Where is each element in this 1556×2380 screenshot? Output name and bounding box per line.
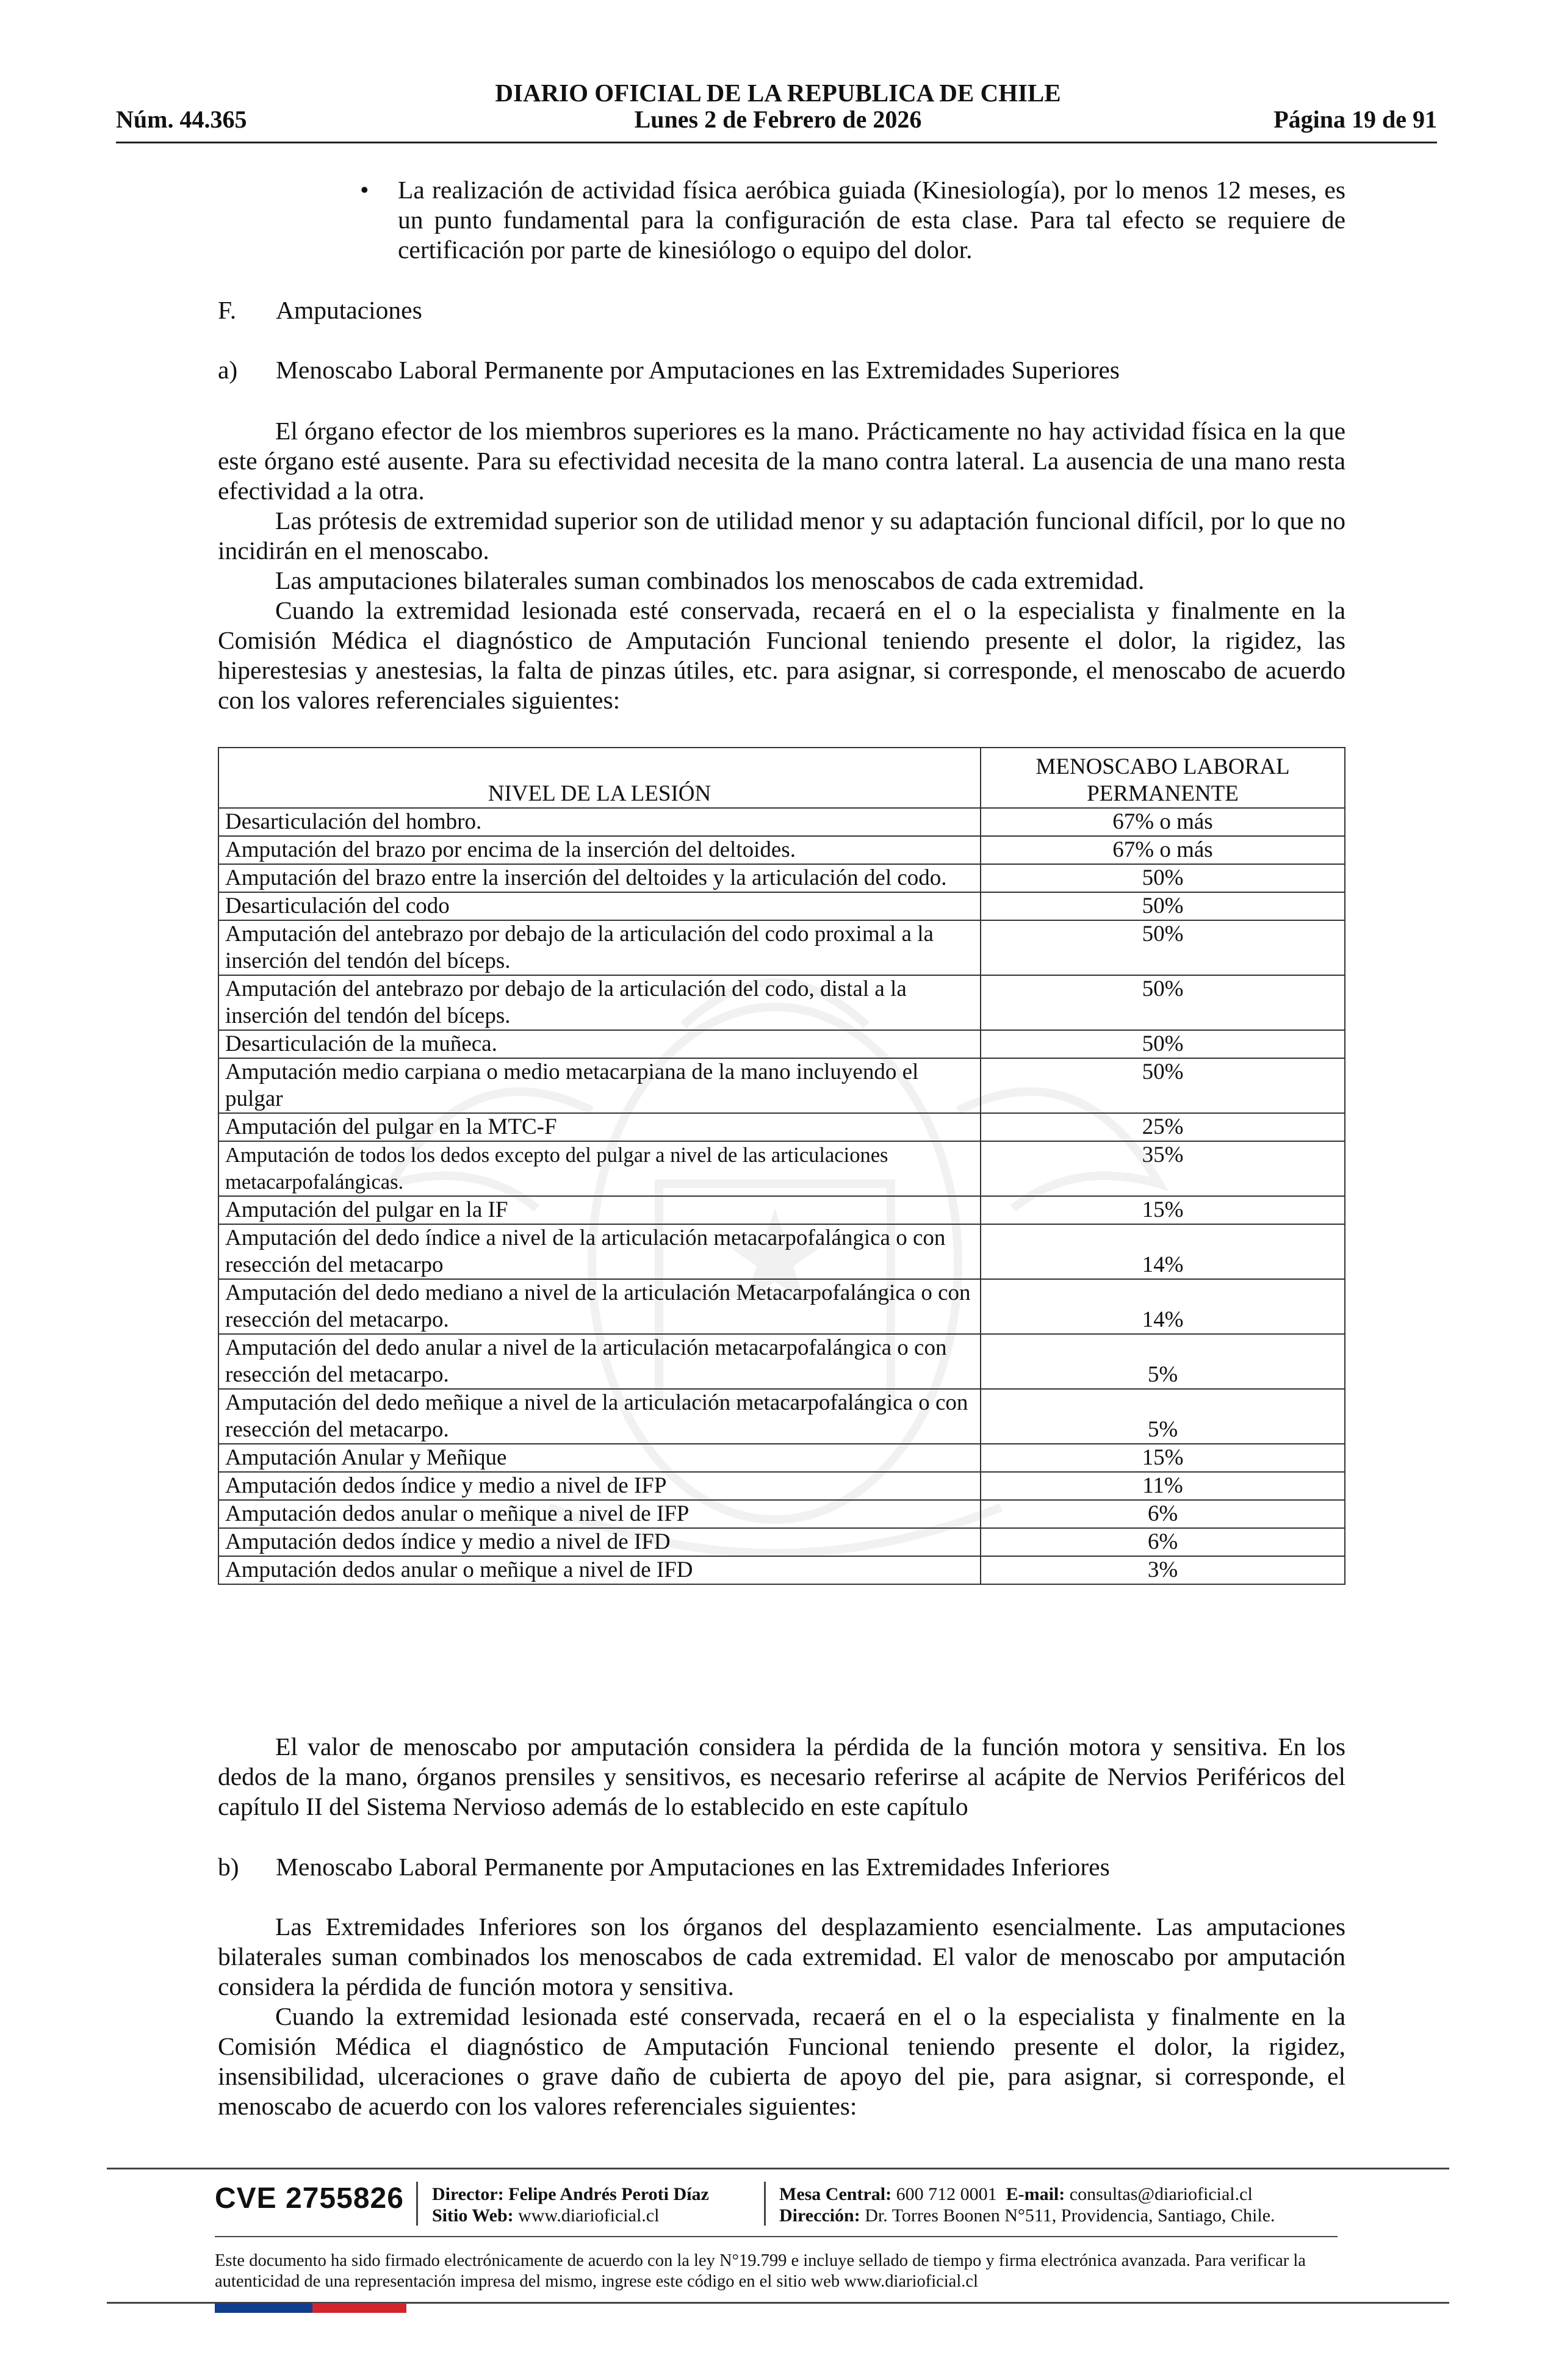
paragraph-after-table-block bbox=[218, 1732, 1345, 1822]
impairment-value-cell: 5% bbox=[981, 1334, 1345, 1389]
table-row bbox=[218, 864, 1345, 892]
column-header-impairment: MENOSCABO LABORAL PERMANENTE bbox=[981, 748, 1345, 808]
table-row bbox=[218, 920, 1345, 975]
amputation-table bbox=[218, 747, 1345, 1585]
paragraph: Cuando la extremidad lesionada esté conservada, recaerá en el o la especialista y finalmente en la Comisión Médica el diagnóstico de Amputación Funcional teniendo presente el dolor, la rigidez, las hiperestesias y anestesias, la falta de pinzas útiles, etc. para asignar, si corresponde, el menoscabo de acuerdo con los valores referenciales siguientes: bbox=[218, 596, 1345, 714]
lesion-level-cell: Desarticulación de la muñeca. bbox=[218, 1030, 981, 1058]
subsection-label: a) bbox=[218, 356, 238, 384]
paragraphs-upper-extremities bbox=[218, 416, 1345, 715]
table-row bbox=[218, 1500, 1345, 1528]
bullet-text: La realización de actividad física aeróbica guiada (Kinesiología), por lo menos 12 meses, es un punto fundamental para la configuración de esta clase. Para tal efecto se requiere de certificación por parte de kinesiólogo o equipo del dolor. bbox=[398, 176, 1345, 264]
table-row bbox=[218, 892, 1345, 920]
bullet-item bbox=[360, 175, 1345, 265]
lesion-level-cell: Amputación del dedo anular a nivel de la articulación metacarpofalángica o con resección del metacarpo. bbox=[218, 1334, 981, 1389]
footer-signature-note: Este documento ha sido firmado electrónicamente de acuerdo con la ley N°19.799 e incluye sellado de tiempo y firma electrónica avanzada. Para verificar la autenticidad de una representación impresa del mismo, ingrese este código en el sitio web www.diarioficial.cl bbox=[215, 2251, 1306, 2291]
email-link[interactable]: consultas@diarioficial.cl bbox=[1069, 2184, 1253, 2204]
issue-date: Lunes 2 de Febrero de 2026 bbox=[634, 106, 922, 133]
impairment-value-cell: 14% bbox=[981, 1224, 1345, 1279]
section-label: F. bbox=[218, 296, 237, 324]
footer-divider bbox=[764, 2182, 766, 2226]
footer-top-rule bbox=[107, 2168, 1449, 2169]
footer-contact-block bbox=[779, 2183, 1275, 2226]
mesa-phone: 600 712 0001 bbox=[896, 2184, 997, 2204]
lesion-level-cell: Amputación del brazo entre la inserción del deltoides y la articulación del codo. bbox=[218, 864, 981, 892]
lesion-level-cell: Amputación dedos anular o meñique a nivel de IFD bbox=[218, 1556, 981, 1584]
impairment-value-cell: 67% o más bbox=[981, 836, 1345, 864]
lesion-level-cell: Amputación dedos índice y medio a nivel de IFP bbox=[218, 1472, 981, 1500]
director-label: Director: bbox=[432, 2184, 504, 2204]
table-row bbox=[218, 1556, 1345, 1584]
table-header-row bbox=[218, 748, 1345, 808]
impairment-value-cell: 15% bbox=[981, 1196, 1345, 1224]
paragraph: Cuando la extremidad lesionada esté conservada, recaerá en el o la especialista y finalmente en la Comisión Médica el diagnóstico de Amputación Funcional teniendo presente el dolor, la rigidez, insensibilidad, ulceraciones o grave daño de cubierta de apoyo del pie, para asignar, si corresponde, el menoscabo de acuerdo con los valores referenciales siguientes: bbox=[218, 2002, 1345, 2120]
table-row bbox=[218, 1444, 1345, 1472]
impairment-value-cell: 50% bbox=[981, 920, 1345, 975]
lesion-level-cell: Amputación del pulgar en la IF bbox=[218, 1196, 981, 1224]
web-link[interactable]: www.diarioficial.cl bbox=[518, 2205, 660, 2226]
table-row bbox=[218, 1141, 1345, 1196]
lesion-level-cell: Amputación del dedo meñique a nivel de la articulación metacarpofalángica o con resección del metacarpo. bbox=[218, 1389, 981, 1444]
footer-director-block bbox=[432, 2183, 709, 2226]
paragraph: El valor de menoscabo por amputación considera la pérdida de la función motora y sensitiva. En los dedos de la mano, órganos prensiles y sensitivos, es necesario referirse al acápite de Nervios Periféricos del capítulo II del Sistema Nervioso además de lo establecido en este capítulo bbox=[218, 1733, 1345, 1820]
lesion-level-cell: Amputación dedos índice y medio a nivel de IFD bbox=[218, 1528, 981, 1556]
email-label: E-mail: bbox=[1006, 2184, 1065, 2204]
flag-bar-blue bbox=[215, 2303, 312, 2313]
impairment-value-cell: 50% bbox=[981, 864, 1345, 892]
paragraph: El órgano efector de los miembros superiores es la mano. Prácticamente no hay actividad física en la que este órgano esté ausente. Para su efectividad necesita de la mano contra lateral. La ausencia de una mano resta efectividad a la otra. bbox=[218, 417, 1345, 505]
page-number: Página 19 de 91 bbox=[1273, 106, 1437, 133]
lesion-level-cell: Amputación del dedo mediano a nivel de la articulación Metacarpofalángica o con resección del metacarpo. bbox=[218, 1279, 981, 1334]
table-body bbox=[218, 808, 1345, 1584]
newspaper-title: DIARIO OFICIAL DE LA REPUBLICA DE CHILE bbox=[495, 79, 1061, 107]
address: Dr. Torres Boonen N°511, Providencia, Santiago, Chile. bbox=[865, 2205, 1275, 2226]
issue-number: Núm. 44.365 bbox=[116, 106, 247, 133]
footer-mid-rule bbox=[215, 2236, 1338, 2237]
paragraph: Las Extremidades Inferiores son los órganos del desplazamiento esencialmente. Las amputaciones bilaterales suman combinados los menoscabos de cada extremidad. El valor de menoscabo por amputación considera la pérdida de función motora y sensitiva. bbox=[218, 1913, 1345, 2000]
lesion-level-cell: Desarticulación del codo bbox=[218, 892, 981, 920]
table-row bbox=[218, 1196, 1345, 1224]
impairment-value-cell: 14% bbox=[981, 1279, 1345, 1334]
section-title: Amputaciones bbox=[276, 296, 422, 324]
impairment-value-cell: 6% bbox=[981, 1500, 1345, 1528]
web-label: Sitio Web: bbox=[432, 2205, 514, 2226]
paragraph: Las amputaciones bilaterales suman combinados los menoscabos de cada extremidad. bbox=[275, 566, 1145, 594]
impairment-value-cell: 25% bbox=[981, 1113, 1345, 1141]
impairment-value-cell: 50% bbox=[981, 1030, 1345, 1058]
table-row bbox=[218, 836, 1345, 864]
impairment-value-cell: 35% bbox=[981, 1141, 1345, 1196]
lesion-level-cell: Desarticulación del hombro. bbox=[218, 808, 981, 836]
table-row bbox=[218, 1472, 1345, 1500]
impairment-value-cell: 67% o más bbox=[981, 808, 1345, 836]
director-name: Felipe Andrés Peroti Díaz bbox=[508, 2184, 709, 2204]
table-row bbox=[218, 1224, 1345, 1279]
impairment-value-cell: 5% bbox=[981, 1389, 1345, 1444]
lesion-level-cell: Amputación Anular y Meñique bbox=[218, 1444, 981, 1472]
lesion-level-cell: Amputación del dedo índice a nivel de la articulación metacarpofalángica o con resección del metacarpo bbox=[218, 1224, 981, 1279]
cve-code: CVE 2755826 bbox=[215, 2182, 404, 2215]
table-row bbox=[218, 1528, 1345, 1556]
table-row bbox=[218, 1389, 1345, 1444]
impairment-value-cell: 6% bbox=[981, 1528, 1345, 1556]
table-row bbox=[218, 1279, 1345, 1334]
table-row bbox=[218, 975, 1345, 1030]
impairment-value-cell: 3% bbox=[981, 1556, 1345, 1584]
impairment-value-cell: 11% bbox=[981, 1472, 1345, 1500]
address-label: Dirección: bbox=[779, 2205, 860, 2226]
subsection-title: Menoscabo Laboral Permanente por Amputaciones en las Extremidades Superiores bbox=[276, 356, 1120, 384]
bullet-icon: • bbox=[360, 176, 369, 204]
lesion-level-cell: Amputación dedos anular o meñique a nivel de IFP bbox=[218, 1500, 981, 1528]
lesion-level-cell: Amputación del antebrazo por debajo de la articulación del codo, distal a la inserción del tendón del bíceps. bbox=[218, 975, 981, 1030]
column-header-level: NIVEL DE LA LESIÓN bbox=[218, 748, 981, 808]
flag-bar-red bbox=[312, 2303, 406, 2313]
lesion-level-cell: Amputación del pulgar en la MTC-F bbox=[218, 1113, 981, 1141]
lesion-level-cell: Amputación del antebrazo por debajo de la articulación del codo proximal a la inserción del tendón del bíceps. bbox=[218, 920, 981, 975]
mesa-label: Mesa Central: bbox=[779, 2184, 892, 2204]
impairment-value-cell: 50% bbox=[981, 975, 1345, 1030]
lesion-level-cell: Amputación medio carpiana o medio metacarpiana de la mano incluyendo el pulgar bbox=[218, 1058, 981, 1113]
footer-divider bbox=[416, 2182, 418, 2226]
paragraphs-lower-extremities bbox=[218, 1912, 1345, 2121]
table-row bbox=[218, 1030, 1345, 1058]
impairment-value-cell: 50% bbox=[981, 1058, 1345, 1113]
table-row bbox=[218, 1113, 1345, 1141]
table-row bbox=[218, 1334, 1345, 1389]
impairment-value-cell: 50% bbox=[981, 892, 1345, 920]
paragraph: Las prótesis de extremidad superior son de utilidad menor y su adaptación funcional difícil, por lo que no incidirán en el menoscabo. bbox=[218, 507, 1345, 564]
table-row bbox=[218, 1058, 1345, 1113]
impairment-value-cell: 15% bbox=[981, 1444, 1345, 1472]
header-rule bbox=[116, 142, 1437, 143]
subsection-label: b) bbox=[218, 1853, 239, 1881]
lesion-level-cell: Amputación del brazo por encima de la inserción del deltoides. bbox=[218, 836, 981, 864]
lesion-level-cell: Amputación de todos los dedos excepto del pulgar a nivel de las articulaciones metacarpofalángicas. bbox=[218, 1141, 981, 1196]
table-row bbox=[218, 808, 1345, 836]
subsection-title: Menoscabo Laboral Permanente por Amputaciones en las Extremidades Inferiores bbox=[276, 1853, 1110, 1881]
